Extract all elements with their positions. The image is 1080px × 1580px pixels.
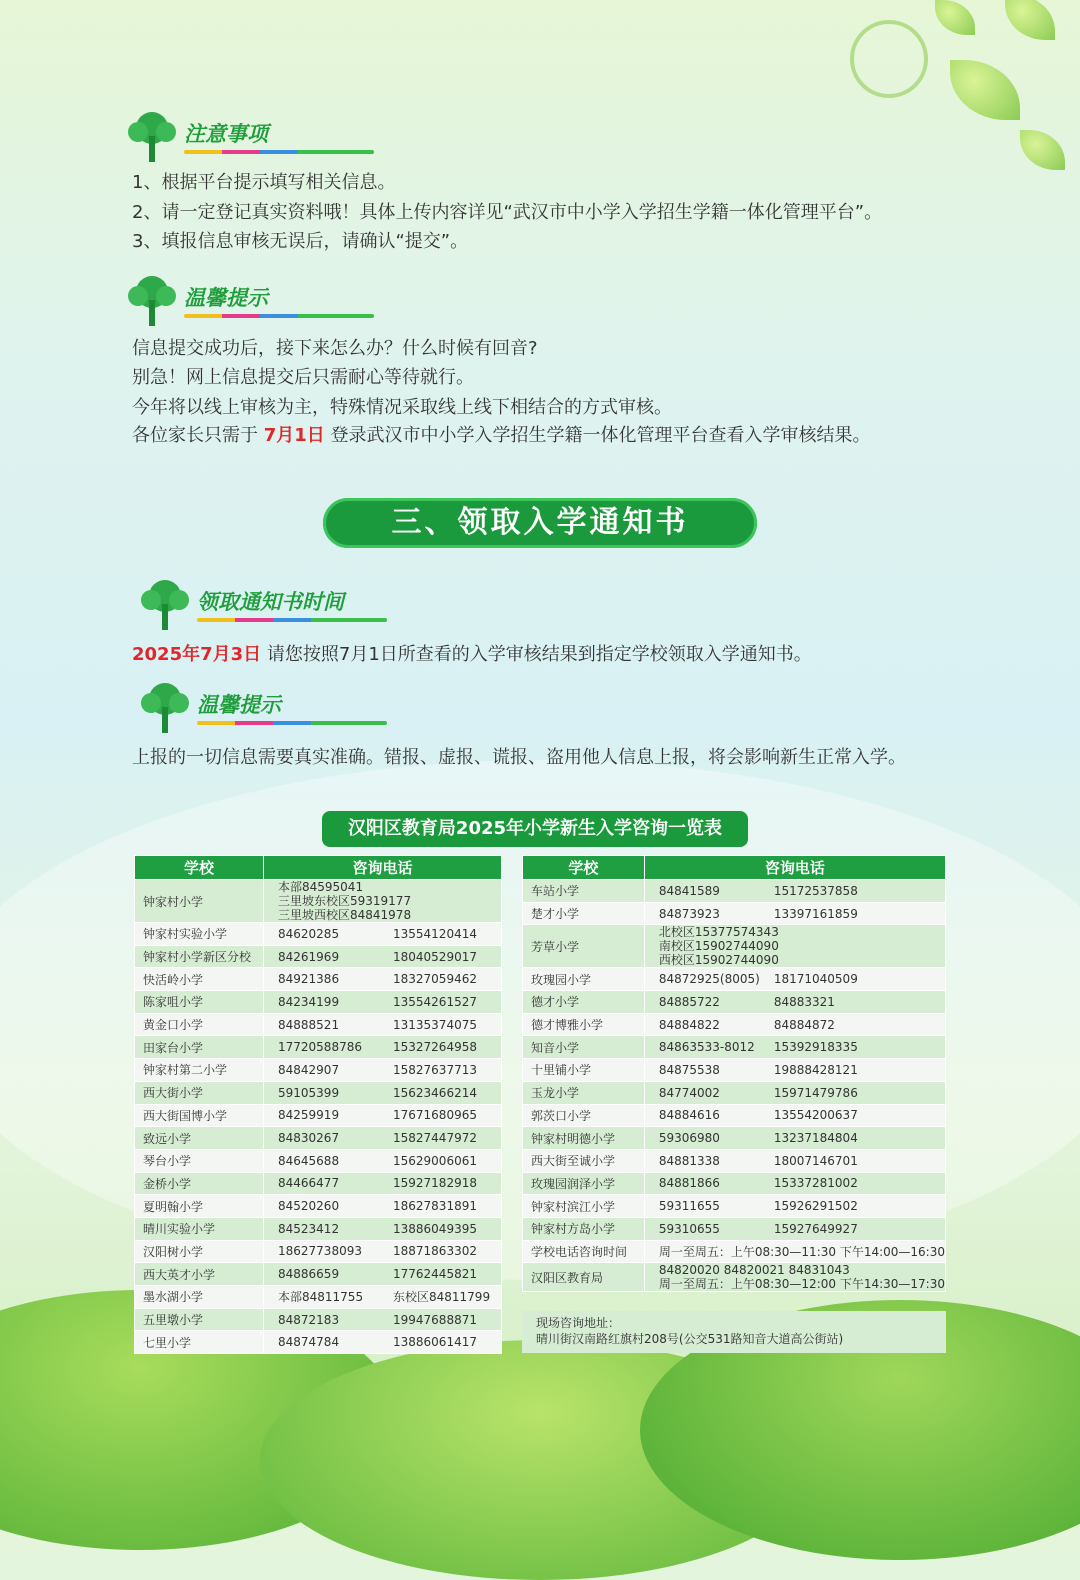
- color-underline: [184, 150, 374, 154]
- phone-cell: [644, 1217, 945, 1240]
- phone-secondary: 84884872: [773, 1017, 835, 1032]
- phone-secondary: 15327264958: [393, 1040, 477, 1055]
- phone-cell: [644, 1240, 945, 1263]
- phone-cell: [644, 1172, 945, 1195]
- school-name: 十里铺小学: [523, 1059, 645, 1082]
- phone-secondary: 15827637713: [393, 1062, 477, 1077]
- school-name: 墨水湖小学: [135, 1286, 264, 1309]
- leaf-decoration: [935, 0, 975, 35]
- table-row: [135, 1172, 502, 1195]
- phone-cell: [264, 1013, 502, 1036]
- phone-secondary: 84883321: [773, 994, 835, 1009]
- phone-secondary: 13397161859: [773, 906, 858, 921]
- table-row: [135, 1195, 502, 1218]
- tip-line: 别急！网上信息提交后只需耐心等待就行。: [132, 367, 474, 388]
- phone-secondary: 13886061417: [393, 1335, 477, 1350]
- vine-curl: [850, 20, 928, 98]
- phone-secondary: 13886049395: [393, 1221, 477, 1236]
- table-row: [135, 945, 502, 968]
- school-name: 郭茨口小学: [523, 1104, 645, 1127]
- school-name: 田家台小学: [135, 1036, 264, 1059]
- phone-cell: [264, 923, 502, 946]
- phone-cell: [264, 1286, 502, 1309]
- phone-primary: 59105399: [278, 1085, 340, 1100]
- school-table-left: [134, 855, 502, 1354]
- school-name: 车站小学: [523, 880, 645, 903]
- tip-line: 今年将以线上审核为主，特殊情况采取线上线下相结合的方式审核。: [132, 397, 672, 418]
- column-header-phone: 咨询电话: [644, 856, 945, 880]
- table-row: [135, 1308, 502, 1331]
- phone-primary: 59311655: [658, 1199, 720, 1214]
- tip-header: [137, 689, 437, 731]
- phone-secondary: 15629006061: [393, 1153, 477, 1168]
- table-row: [523, 1013, 946, 1036]
- tip-line-suffix: 登录武汉市中小学入学招生学籍一体化管理平台查看入学审核结果。: [330, 425, 871, 446]
- phone-secondary: 17671680965: [393, 1108, 477, 1123]
- phone-line: 三里坡东校区59319177: [278, 894, 412, 908]
- phone-cell: [264, 1127, 502, 1150]
- table-row: [523, 1149, 946, 1172]
- table-row: [135, 1081, 502, 1104]
- color-underline: [184, 314, 374, 318]
- phone-cell: [264, 1059, 502, 1082]
- highlight-date: 7月1日: [263, 425, 325, 446]
- phone-secondary: 13554200637: [773, 1108, 858, 1123]
- phone-primary: 84884616: [658, 1108, 720, 1123]
- phone-line: 西校区15902744090: [658, 953, 779, 968]
- phone-primary: 84872183: [278, 1312, 340, 1327]
- phone-primary: 84645688: [278, 1153, 340, 1168]
- notice-item: 2、请一定登记真实资料哦！具体上传内容详见“武汉市中小学入学招生学籍一体化管理平台”。: [132, 202, 883, 223]
- consult-hours: 周一至周五：上午08:30—11:30 下午14:00—16:30: [658, 1244, 945, 1259]
- table-row: [135, 1286, 502, 1309]
- phone-cell: [644, 1036, 945, 1059]
- phone-cell: [264, 1263, 502, 1286]
- phone-cell: [264, 1036, 502, 1059]
- school-name: 玉龙小学: [523, 1081, 645, 1104]
- school-name: 汉阳区教育局: [523, 1263, 645, 1292]
- school-name: 楚才小学: [523, 902, 645, 925]
- table-row: [523, 1104, 946, 1127]
- phone-primary: 84520260: [278, 1199, 340, 1214]
- table-row: [135, 968, 502, 991]
- phone-cell: [644, 1149, 945, 1172]
- table-row: [523, 1217, 946, 1240]
- school-name: 致远小学: [135, 1127, 264, 1150]
- phone-secondary: 15926291502: [773, 1199, 858, 1214]
- column-header-school: 学校: [523, 856, 645, 880]
- table-row: [523, 968, 946, 991]
- phone-line: 84820020 84820021 84831043: [658, 1263, 850, 1278]
- table-row: [523, 1059, 946, 1082]
- school-name: 西大街国博小学: [135, 1104, 264, 1127]
- phone-cell: [264, 1104, 502, 1127]
- phone-primary: 17720588786: [278, 1040, 362, 1055]
- school-name: 黄金口小学: [135, 1013, 264, 1036]
- phone-secondary: 15827447972: [393, 1131, 477, 1146]
- phone-secondary: 18171040509: [773, 972, 858, 987]
- phone-secondary: 15172537858: [773, 883, 858, 898]
- school-table-right: [522, 855, 946, 1292]
- phone-primary: 84881866: [658, 1176, 720, 1191]
- table-row: [523, 991, 946, 1014]
- phone-secondary: 13554120414: [393, 926, 477, 941]
- school-name: 钟家村实验小学: [135, 923, 264, 946]
- table-row: [523, 1081, 946, 1104]
- school-name: 快活岭小学: [135, 968, 264, 991]
- school-name: 五里墩小学: [135, 1308, 264, 1331]
- phone-secondary: 15623466214: [393, 1085, 477, 1100]
- phone-cell: [264, 1331, 502, 1354]
- school-name: 金桥小学: [135, 1172, 264, 1195]
- phone-primary: 84873923: [658, 906, 720, 921]
- notice-item: 3、填报信息审核无误后，请确认“提交”。: [132, 231, 469, 252]
- phone-cell: [264, 1195, 502, 1218]
- tree-icon: [124, 272, 180, 328]
- phone-primary: 59310655: [658, 1221, 720, 1236]
- leaf-decoration: [1005, 0, 1055, 40]
- phone-line: 周一至周五：上午08:30—12:00 下午14:30—17:30: [658, 1277, 945, 1292]
- section-title: 温馨提示: [184, 286, 268, 310]
- phone-cell: [644, 925, 945, 968]
- phone-secondary: 19947688871: [393, 1312, 477, 1327]
- phone-secondary: 13237184804: [773, 1131, 858, 1146]
- school-name: 钟家村小学新区分校: [135, 945, 264, 968]
- phone-secondary: 18627831891: [393, 1199, 477, 1214]
- tip-line-prefix: 各位家长只需于: [132, 425, 258, 446]
- table-row: [523, 880, 946, 903]
- phone-cell: [264, 945, 502, 968]
- phone-cell: [264, 991, 502, 1014]
- phone-cell: [644, 1013, 945, 1036]
- phone-line: 北校区15377574343: [658, 925, 779, 940]
- school-name: 西大街至诚小学: [523, 1149, 645, 1172]
- school-name: 玫瑰园小学: [523, 968, 645, 991]
- phone-primary: 84261969: [278, 949, 340, 964]
- phone-secondary: 13135374075: [393, 1017, 477, 1032]
- phone-secondary: 东校区84811799: [393, 1290, 491, 1305]
- color-underline: [197, 721, 387, 725]
- table-row: [135, 991, 502, 1014]
- table-row: [135, 1240, 502, 1263]
- phone-cell: [644, 1104, 945, 1127]
- phone-cell: [644, 968, 945, 991]
- phone-line: 本部84595041: [278, 880, 364, 894]
- phone-secondary: 18871863302: [393, 1244, 477, 1259]
- table-row: [523, 1036, 946, 1059]
- school-name: 钟家村滨江小学: [523, 1195, 645, 1218]
- school-name: 德才小学: [523, 991, 645, 1014]
- phone-primary: 84884822: [658, 1017, 720, 1032]
- school-name: 西大英才小学: [135, 1263, 264, 1286]
- table-row: [135, 1059, 502, 1082]
- section-title: 注意事项: [184, 122, 268, 146]
- table-row: [135, 1263, 502, 1286]
- phone-primary: 84842907: [278, 1062, 340, 1077]
- phone-primary: 18627738093: [278, 1244, 362, 1259]
- color-underline: [197, 618, 387, 622]
- school-name: 陈家咀小学: [135, 991, 264, 1014]
- phone-secondary: 18327059462: [393, 972, 477, 987]
- phone-secondary: 15971479786: [773, 1085, 858, 1100]
- school-name: 汉阳树小学: [135, 1240, 264, 1263]
- phone-secondary: 15392918335: [773, 1040, 858, 1055]
- phone-primary: 59306980: [658, 1131, 720, 1146]
- phone-secondary: 19888428121: [773, 1062, 858, 1077]
- table-row: [135, 1217, 502, 1240]
- phone-cell: [644, 880, 945, 903]
- phone-cell: [264, 1172, 502, 1195]
- table-row: [523, 1172, 946, 1195]
- tree-icon: [137, 679, 193, 735]
- phone-cell: [264, 880, 502, 923]
- phone-primary: 84259919: [278, 1108, 340, 1123]
- phone-secondary: 13554261527: [393, 994, 477, 1009]
- phone-primary: 84830267: [278, 1131, 340, 1146]
- phone-cell: [264, 968, 502, 991]
- phone-cell: [264, 1149, 502, 1172]
- phone-cell: [264, 1308, 502, 1331]
- table-row: [135, 1331, 502, 1354]
- table-row: [135, 1036, 502, 1059]
- table-row: [523, 925, 946, 968]
- tip-header: [124, 282, 424, 324]
- table-row: [135, 1127, 502, 1150]
- section-banner: 三、领取入学通知书: [323, 498, 757, 548]
- table-row: [523, 1127, 946, 1150]
- school-name: 七里小学: [135, 1331, 264, 1354]
- highlight-date: 2025年7月3日: [132, 644, 262, 665]
- school-name: 钟家村第二小学: [135, 1059, 264, 1082]
- table-row: [523, 902, 946, 925]
- phone-primary: 84872925(8005): [658, 972, 760, 987]
- table-row: [523, 1263, 946, 1292]
- column-header-phone: 咨询电话: [264, 856, 502, 880]
- school-name: 芳草小学: [523, 925, 645, 968]
- phone-cell: [644, 1263, 945, 1292]
- pickup-text: [132, 640, 812, 666]
- phone-primary: 84886659: [278, 1267, 340, 1282]
- phone-line: 南校区15902744090: [658, 939, 779, 954]
- school-name: 学校电话咨询时间: [523, 1240, 645, 1263]
- section-title: 领取通知书时间: [197, 590, 344, 614]
- notice-header: [124, 118, 424, 160]
- phone-primary: 本部84811755: [278, 1290, 364, 1305]
- school-name: 德才博雅小学: [523, 1013, 645, 1036]
- section-title: 温馨提示: [197, 693, 281, 717]
- tip-line: 信息提交成功后，接下来怎么办？什么时候有回音?: [132, 338, 538, 359]
- phone-primary: 84523412: [278, 1221, 340, 1236]
- tree-icon: [124, 108, 180, 164]
- school-name: 玫瑰园润泽小学: [523, 1172, 645, 1195]
- table-row: [523, 1195, 946, 1218]
- phone-primary: 84863533-8012: [658, 1040, 755, 1055]
- phone-cell: [644, 1081, 945, 1104]
- table-row: [135, 880, 502, 923]
- leaf-decoration: [950, 60, 1020, 120]
- school-name: 钟家村方岛小学: [523, 1217, 645, 1240]
- address-label: 现场咨询地址：: [536, 1316, 621, 1330]
- school-name: 知音小学: [523, 1036, 645, 1059]
- phone-secondary: 15337281002: [773, 1176, 858, 1191]
- phone-cell: [264, 1240, 502, 1263]
- phone-secondary: 18040529017: [393, 949, 477, 964]
- table-row: [135, 923, 502, 946]
- phone-primary: 84874784: [278, 1335, 340, 1350]
- tip-text: 上报的一切信息需要真实准确。错报、虚报、谎报、盗用他人信息上报，将会影响新生正常入学。: [132, 747, 906, 768]
- phone-primary: 84466477: [278, 1176, 340, 1191]
- phone-primary: 84841589: [658, 883, 720, 898]
- phone-secondary: 15927182918: [393, 1176, 477, 1191]
- phone-secondary: 15927649927: [773, 1221, 858, 1236]
- school-name: 西大街小学: [135, 1081, 264, 1104]
- phone-primary: 84620285: [278, 926, 340, 941]
- phone-primary: 84885722: [658, 994, 720, 1009]
- phone-primary: 84234199: [278, 994, 340, 1009]
- school-name: 钟家村明德小学: [523, 1127, 645, 1150]
- tip-line: [132, 421, 871, 447]
- pickup-description: 请您按照7月1日所查看的入学审核结果到指定学校领取入学通知书。: [266, 644, 812, 665]
- leaf-decoration: [1020, 130, 1065, 170]
- phone-cell: [264, 1217, 502, 1240]
- address-text: 晴川街汉南路红旗村208号(公交531路知音大道高公街站): [536, 1332, 844, 1346]
- school-name: 钟家村小学: [135, 880, 264, 923]
- phone-secondary: 18007146701: [773, 1153, 858, 1168]
- phone-cell: [644, 1195, 945, 1218]
- table-row: [135, 1013, 502, 1036]
- tree-icon: [137, 576, 193, 632]
- column-header-school: 学校: [135, 856, 264, 880]
- phone-primary: 84888521: [278, 1017, 340, 1032]
- phone-secondary: 17762445821: [393, 1267, 477, 1282]
- phone-primary: 84881338: [658, 1153, 720, 1168]
- table-title: 汉阳区教育局2025年小学新生入学咨询一览表: [322, 811, 748, 847]
- school-name: 晴川实验小学: [135, 1217, 264, 1240]
- phone-cell: [644, 1127, 945, 1150]
- phone-cell: [644, 902, 945, 925]
- phone-primary: 84921386: [278, 972, 340, 987]
- notice-item: 1、根据平台提示填写相关信息。: [132, 172, 396, 193]
- table-row: [135, 1104, 502, 1127]
- phone-line: 三里坡西校区84841978: [278, 908, 412, 922]
- school-name: 琴台小学: [135, 1149, 264, 1172]
- phone-primary: 84774002: [658, 1085, 720, 1100]
- consult-address: [522, 1311, 946, 1353]
- pickup-header: [137, 586, 437, 628]
- table-row: [135, 1149, 502, 1172]
- phone-cell: [644, 991, 945, 1014]
- phone-cell: [644, 1059, 945, 1082]
- table-row: [523, 1240, 946, 1263]
- phone-cell: [264, 1081, 502, 1104]
- school-name: 夏明翰小学: [135, 1195, 264, 1218]
- phone-primary: 84875538: [658, 1062, 720, 1077]
